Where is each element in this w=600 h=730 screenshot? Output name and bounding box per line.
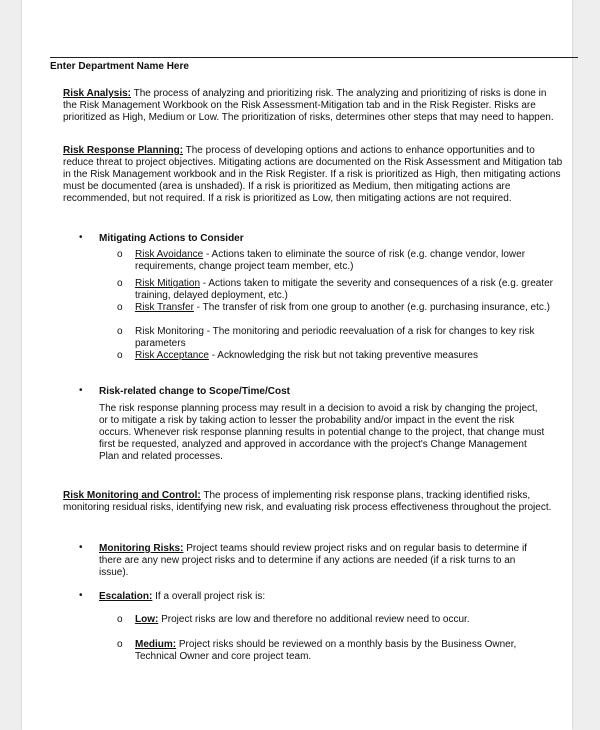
department-header — [50, 57, 578, 73]
mitigating-item-text: - Actions taken to eliminate the source of risk (e.g. change vendor, lower requirements, change project team member, etc.) — [135, 249, 526, 272]
circle-bullet-icon: o — [117, 249, 123, 260]
monitoring-control-text: The process of implementing risk response plans, tracking identified risks, monitoring residual risks, identifying new risk, and evaluating risk process effectiveness throughout the project. — [63, 490, 552, 513]
scope-change-heading: Risk-related change to Scope/Time/Cost — [99, 386, 290, 397]
scope-change-text: The risk response planning process may result in a decision to avoid a risk by changing the project, or to mitigate a risk by taking action to lesser the probability and/or impact in the event the risk occurs. Whenever risk response planning results in potential change to the project, that change must first be requested, analyzed and approved in accordance with the project's Change Management Plan and related processes. — [99, 403, 545, 462]
escalation-item — [79, 590, 544, 603]
mitigating-item-label: Risk Monitoring — [135, 326, 204, 337]
monitoring-risks-item — [79, 542, 544, 579]
mitigating-item — [117, 249, 555, 273]
circle-bullet-icon: o — [117, 614, 123, 625]
circle-bullet-icon: o — [117, 326, 123, 337]
mitigating-item-label: Risk Mitigation — [135, 278, 201, 289]
bullet-icon: • — [79, 542, 83, 553]
mitigating-heading: Mitigating Actions to Consider — [99, 233, 244, 244]
risk-response-paragraph — [63, 145, 563, 205]
bullet-icon: • — [79, 385, 83, 396]
escalation-level-item — [117, 639, 555, 663]
mitigating-heading-item — [79, 232, 544, 245]
escalation-label: Escalation: — [99, 591, 153, 602]
escalation-level-label: Low: — [135, 614, 159, 625]
scope-change-heading-item — [79, 385, 544, 398]
escalation-text: If a overall project risk is: — [152, 591, 266, 602]
mitigating-item-label: Risk Transfer — [135, 302, 194, 313]
mitigating-item-text: - The monitoring and periodic reevaluation of a risk for changes to key risk parameters — [135, 326, 535, 349]
mitigating-item-text: - Acknowledging the risk but not taking preventive measures — [208, 350, 478, 361]
risk-response-text: The process of developing options and actions to enhance opportunities and to reduce threat to project objectives. Mitigating actions are documented on the Risk Assessment and Mitigation tab in the Risk Management workbook and in the Risk Register. If a risk is prioritized as High, then mitigating actions must be documented (area is unshaded). If a risk is prioritized as Medium, then mitigating actions are recommended, but not required. If a risk is prioritized as Low, then mitigating actions are not required. — [63, 145, 563, 204]
department-title: Enter Department Name Here — [50, 61, 189, 72]
mitigating-item-label: Risk Acceptance — [135, 350, 209, 361]
monitoring-control-paragraph — [63, 490, 563, 514]
bullet-icon: • — [79, 232, 83, 243]
monitoring-risks-label: Monitoring Risks: — [99, 543, 184, 554]
mitigating-item-text: - The transfer of risk from one group to another (e.g. purchasing insurance, etc.) — [193, 302, 551, 313]
mitigating-item — [117, 326, 555, 350]
monitoring-control-label: Risk Monitoring and Control: — [63, 490, 201, 501]
escalation-level-label: Medium: — [135, 639, 177, 650]
escalation-level-item — [117, 614, 555, 626]
mitigating-item — [117, 302, 555, 314]
risk-analysis-text: The process of analyzing and prioritizing risk. The analyzing and prioritizing of risks is done in the Risk Management Workbook on the Risk Assessment-Mitigation tab and in the Risk Register. Risks are prioritized as High, Medium or Low. The prioritization of risks, determines other steps that may need to happen. — [63, 88, 554, 123]
circle-bullet-icon: o — [117, 639, 123, 650]
mitigating-item — [117, 350, 555, 362]
circle-bullet-icon: o — [117, 278, 123, 289]
escalation-level-text: Project risks are low and therefore no additional review need to occur. — [158, 614, 470, 625]
escalation-level-text: Project risks should be reviewed on a monthly basis by the Business Owner, Technical Owner and core project team. — [135, 639, 517, 662]
risk-analysis-label: Risk Analysis: — [63, 88, 131, 99]
scope-change-paragraph — [99, 403, 549, 463]
document-page — [22, 0, 572, 730]
risk-response-label: Risk Response Planning: — [63, 145, 184, 156]
mitigating-item-label: Risk Avoidance — [135, 249, 204, 260]
monitoring-risks-text: Project teams should review project risks and on regular basis to determine if there are any new project risks and to determine if any actions are needed (if a risk turns to an issue). — [99, 543, 527, 578]
mitigating-item-text: - Actions taken to mitigate the severity and consequences of a risk (e.g. greater training, delayed deployment, etc.) — [135, 278, 553, 301]
bullet-icon: • — [79, 590, 83, 601]
risk-analysis-paragraph — [63, 88, 563, 124]
circle-bullet-icon: o — [117, 350, 123, 361]
mitigating-item — [117, 278, 555, 302]
circle-bullet-icon: o — [117, 302, 123, 313]
